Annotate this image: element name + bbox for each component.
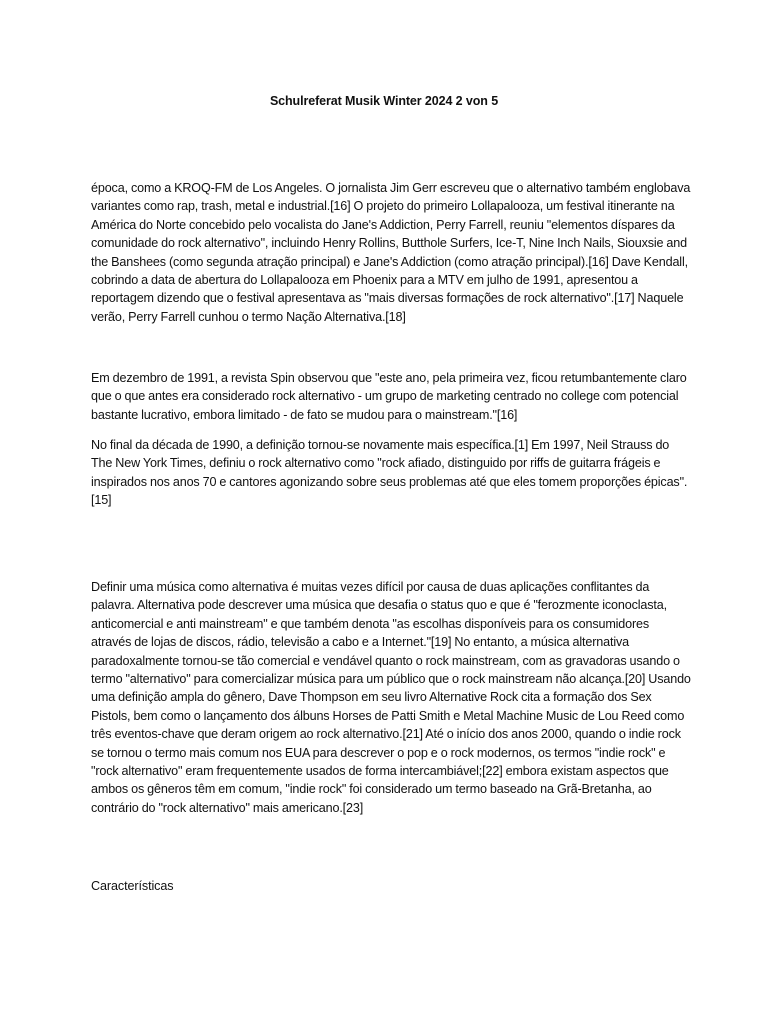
paragraph-4: Definir uma música como alternativa é muitas vezes difícil por causa de duas aplicações conflitantes da palavra. Alternativa pode descrever uma música que desafia o status quo e que é "ferozmente iconoclasta, anticomercial e anti mainstream" e que também denota "as escolhas disponíveis para os consumidores através de lojas de discos, rádio, televisão a cabo e a Internet."[19] No entanto, a música alternativa paradoxalmente tornou-se tão comercial e vendável quanto o rock mainstream, com as gravadoras usando o termo "alternativo" para comercializar música para um público que o rock mainstream não alcança.[20] Usando uma definição ampla do gênero, Dave Thompson em seu livro Alternative Rock cita a formação dos Sex Pistols, bem como o lançamento dos álbuns Horses de Patti Smith e Metal Machine Music de Lou Reed como três eventos-chave que deram origem ao rock alternativo.[21] Até o início dos anos 2000, quando o indie rock se tornou o termo mais comum nos EUA para descrever o pop e o rock modernos, os termos "indie rock" e "rock alternativo" eram frequentemente usados de forma intercambiável;[22] embora existam aspectos que ambos os gêneros têm em comum, "indie rock" foi considerado um termo baseado na Grã-Bretanha, ao contrário do "rock alternativo" mais americano.[23] (91, 580, 691, 815)
page-header: Schulreferat Musik Winter 2024 2 von 5 (269, 94, 499, 108)
section-heading: Características (91, 879, 174, 893)
paragraph-3: No final da década de 1990, a definição tornou-se novamente mais específica.[1] Em 1997, Neil Strauss do The New York Times, definiu o rock alternativo como "rock afiado, distinguido por riffs de guitarra frágeis e inspirados nos anos 70 e cantores agonizando sobre seus problemas até que eles tomem proporções épicas".[15] (91, 438, 688, 508)
paragraph-1: época, como a KROQ-FM de Los Angeles. O jornalista Jim Gerr escreveu que o alternativo também englobava variantes como rap, trash, metal e industrial.[16] O projeto do primeiro Lollapalooza, um festival itinerante na América do Norte concebido pelo vocalista do Jane's Addiction, Perry Farrell, reuniu "elementos díspares da comunidade do rock alternativo", incluindo Henry Rollins, Butthole Surfers, Ice-T, Nine Inch Nails, Siouxsie and the Banshees (como segunda atração principal) e Jane's Addiction (como atração principal).[16] Dave Kendall, cobrindo a data de abertura do Lollapalooza em Phoenix para a MTV em julho de 1991, apresentou a reportagem dizendo que o festival apresentava as "mais diversas formações de rock alternativo".[17] Naquele verão, Perry Farrell cunhou o termo Nação Alternativa.[18] (91, 181, 691, 324)
paragraph-2: Em dezembro de 1991, a revista Spin observou que "este ano, pela primeira vez, ficou retumbantemente claro que o que antes era considerado rock alternativo - um grupo de marketing centrado no college com potencial bastante lucrativo, embora limitado - de fato se mudou para o mainstream."[16] (91, 371, 687, 422)
